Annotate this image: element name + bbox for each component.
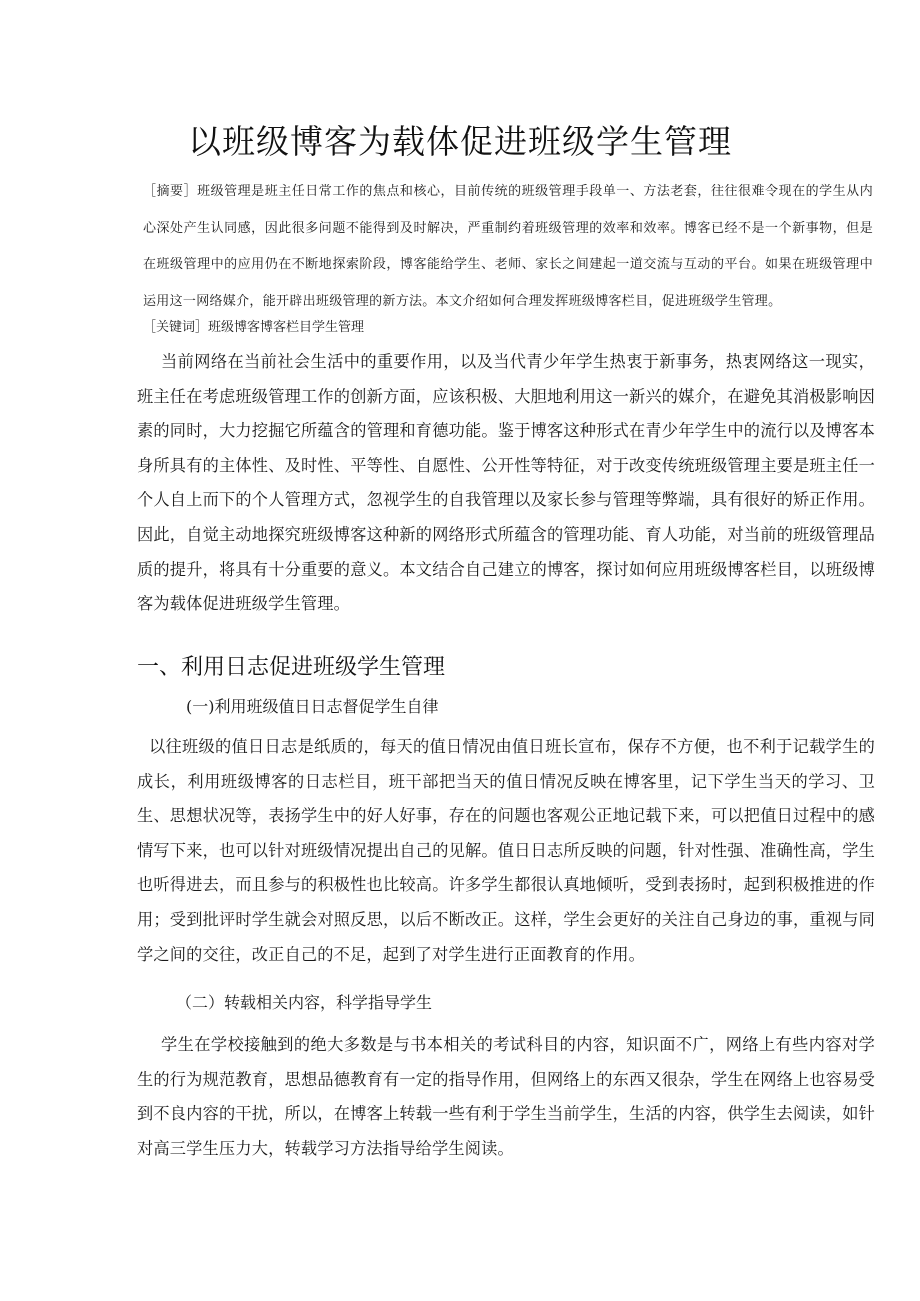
subsection-1-heading: (一)利用班级值日日志督促学生自律 (186, 697, 439, 716)
document-title: 以班级博客为载体促进班级学生管理 (188, 122, 732, 161)
section-1-heading: 一、利用日志促进班级学生管理 (137, 655, 446, 680)
subsection-2-body: 学生在学校接触到的绝大多数是与书本相关的考试科目的内容，知识面不广，网络上有些内容对学生的行为规范教育，思想品德教育有一定的指导作用，但网络上的东西又很杂，学生在网络上也容易受到不良内容的干扰，所以，在博客上转载一些有利于学生当前学生，生活的内容，供学生去阅读，如针对高三学生压力大，转载学习方法指导给学生阅读。 (137, 1035, 875, 1158)
keywords: ［关键词］班级博客博客栏目学生管理 (143, 320, 365, 335)
subsection-1-body: 以往班级的值日日志是纸质的，每天的值日情况由值日班长宣布，保存不方便，也不利于记载学生的成长，利用班级博客的日志栏目，班干部把当天的值日情况反映在博客里，记下学生当天的学习、卫生、思想状况等，表扬学生中的好人好事，存在的问题也客观公正地记载下来，可以把值日过程中的感情写下来，也可以针对班级情况提出自己的见解。值日日志所反映的问题，针对性强、准确性高，学生也听得进去，而且参与的积极性也比较高。许多学生都很认真地倾听，受到表扬时，起到积极推进的作用；受到批评时学生就会对照反思，以后不断改正。这样，学生会更好的关注自己身边的事，重视与同学之间的交往，改正自己的不足，起到了对学生进行正面教育的作用。 (137, 737, 875, 964)
intro-paragraph: 当前网络在当前社会生活中的重要作用，以及当代青少年学生热衷于新事务，热衷网络这一现实，班主任在考虑班级管理工作的创新方面，应该积极、大胆地利用这一新兴的媒介，在避免其消极影响因素的同时，大力挖掘它所蕴含的管理和育德功能。鉴于博客这种形式在青少年学生中的流行以及博客本身所具有的主体性、及时性、平等性、自愿性、公开性等特征，对于改变传统班级管理主要是班主任一个人自上而下的个人管理方式，忽视学生的自我管理以及家长参与管理等弊端，具有很好的矫正作用。因此，自觉主动地探究班级博客这种新的网络形式所蕴含的管理功能、育人功能，对当前的班级管理品质的提升，将具有十分重要的意义。本文结合自己建立的博客，探讨如何应用班级博客栏目，以班级博客为载体促进班级学生管理。 (137, 352, 875, 614)
subsection-2-heading: （二）转载相关内容，科学指导学生 (176, 993, 433, 1012)
abstract: ［摘要］班级管理是班主任日常工作的焦点和核心，目前传统的班级管理手段单一、方法老套，往往很难令现在的学生从内心深处产生认同感，因此很多问题不能得到及时解决，严重制约着班级管理的效率和效率。博客已经不是一个新事物，但是在班级管理中的应用仍在不断地探索阶段，博客能给学生、老师、家长之间建起一道交流与互动的平台。如果在班级管理中运用这一网络媒介，能开辟出班级管理的新方法。本文介绍如何合理发挥班级博客栏目，促进班级学生管理。 (143, 184, 873, 309)
